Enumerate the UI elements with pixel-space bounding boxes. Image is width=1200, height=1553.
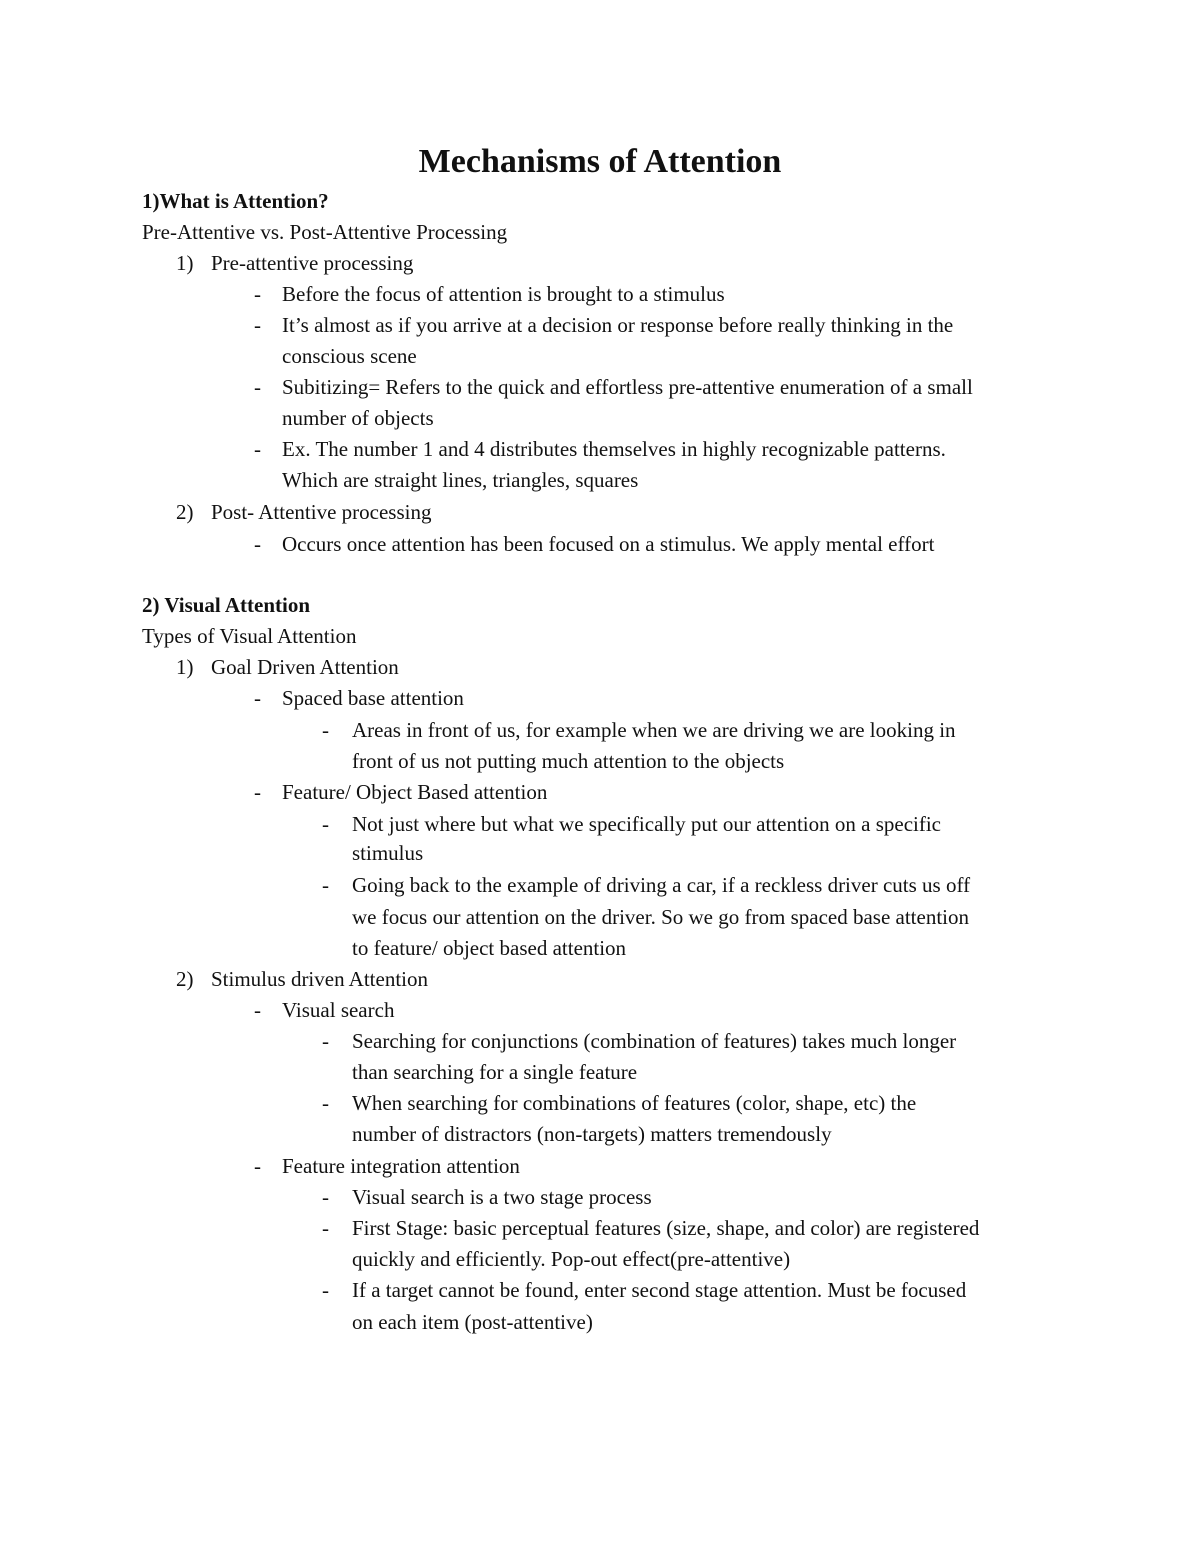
bullet-dash: - bbox=[254, 998, 261, 1022]
bullet-text: Before the focus of attention is brought to a stimulus bbox=[282, 282, 725, 306]
bullet-text: When searching for combinations of features (color, shape, etc) the bbox=[352, 1091, 917, 1115]
list-item-label: Stimulus driven Attention bbox=[211, 967, 429, 991]
bullet-dash: - bbox=[254, 780, 261, 804]
bullet-dash: - bbox=[254, 532, 261, 556]
bullet-text: Occurs once attention has been focused on a stimulus. We apply mental effort bbox=[282, 532, 935, 556]
list-number: 2) bbox=[176, 967, 194, 991]
sub-item-label: Visual search bbox=[282, 998, 395, 1022]
bullet-dash: - bbox=[254, 1154, 261, 1178]
list-item-label: Pre-attentive processing bbox=[211, 251, 414, 275]
bullet-dash: - bbox=[254, 375, 261, 399]
bullet-text: If a target cannot be found, enter second stage attention. Must be focused bbox=[352, 1278, 967, 1302]
bullet-text: First Stage: basic perceptual features (size, shape, and color) are registered bbox=[352, 1216, 980, 1240]
bullet-dash: - bbox=[322, 1091, 329, 1115]
list-item-label: Post- Attentive processing bbox=[211, 500, 432, 524]
bullet-dash: - bbox=[322, 1029, 329, 1053]
bullet-text: Which are straight lines, triangles, squares bbox=[282, 468, 639, 492]
bullet-text: Areas in front of us, for example when we are driving we are looking in bbox=[352, 718, 956, 742]
bullet-dash: - bbox=[254, 686, 261, 710]
sub-item-label: Spaced base attention bbox=[282, 686, 464, 710]
section-2-subheading: Types of Visual Attention bbox=[142, 624, 357, 648]
list-number: 1) bbox=[176, 251, 194, 275]
list-item-label: Goal Driven Attention bbox=[211, 655, 399, 679]
bullet-text: we focus our attention on the driver. So we go from spaced base attention bbox=[352, 905, 969, 929]
bullet-text: number of distractors (non-targets) matters tremendously bbox=[352, 1122, 832, 1146]
bullet-text: It’s almost as if you arrive at a decision or response before really thinking in the bbox=[282, 313, 954, 337]
bullet-text: number of objects bbox=[282, 406, 434, 430]
bullet-dash: - bbox=[322, 1216, 329, 1240]
section-1-heading: 1)What is Attention? bbox=[142, 189, 329, 213]
section-2-heading: 2) Visual Attention bbox=[142, 593, 311, 617]
list-number: 1) bbox=[176, 655, 194, 679]
bullet-dash: - bbox=[322, 873, 329, 897]
bullet-text: on each item (post-attentive) bbox=[352, 1310, 593, 1334]
bullet-text: quickly and efficiently. Pop-out effect(pre-attentive) bbox=[352, 1247, 791, 1271]
bullet-text: Searching for conjunctions (combination of features) takes much longer bbox=[352, 1029, 957, 1053]
bullet-text: Going back to the example of driving a car, if a reckless driver cuts us off bbox=[352, 873, 971, 897]
document-title: Mechanisms of Attention bbox=[418, 143, 782, 180]
bullet-text: Subitizing= Refers to the quick and effortless pre-attentive enumeration of a small bbox=[282, 375, 973, 399]
list-number: 2) bbox=[176, 500, 194, 524]
section-1-subheading: Pre-Attentive vs. Post-Attentive Processing bbox=[142, 220, 508, 244]
bullet-text: conscious scene bbox=[282, 344, 417, 368]
bullet-dash: - bbox=[322, 812, 329, 836]
bullet-text: Visual search is a two stage process bbox=[352, 1185, 652, 1209]
bullet-text: Ex. The number 1 and 4 distributes themselves in highly recognizable patterns. bbox=[282, 437, 946, 461]
bullet-text: Not just where but what we specifically put our attention on a specific bbox=[352, 812, 941, 836]
sub-item-label: Feature/ Object Based attention bbox=[282, 780, 548, 804]
bullet-text: to feature/ object based attention bbox=[352, 936, 627, 960]
bullet-dash: - bbox=[254, 313, 261, 337]
bullet-dash: - bbox=[322, 1185, 329, 1209]
bullet-dash: - bbox=[322, 718, 329, 742]
bullet-text: than searching for a single feature bbox=[352, 1060, 638, 1084]
bullet-dash: - bbox=[254, 282, 261, 306]
bullet-dash: - bbox=[254, 437, 261, 461]
sub-item-label: Feature integration attention bbox=[282, 1154, 520, 1178]
bullet-text: stimulus bbox=[352, 841, 424, 865]
bullet-text: front of us not putting much attention to the objects bbox=[352, 749, 785, 773]
bullet-dash: - bbox=[322, 1278, 329, 1302]
